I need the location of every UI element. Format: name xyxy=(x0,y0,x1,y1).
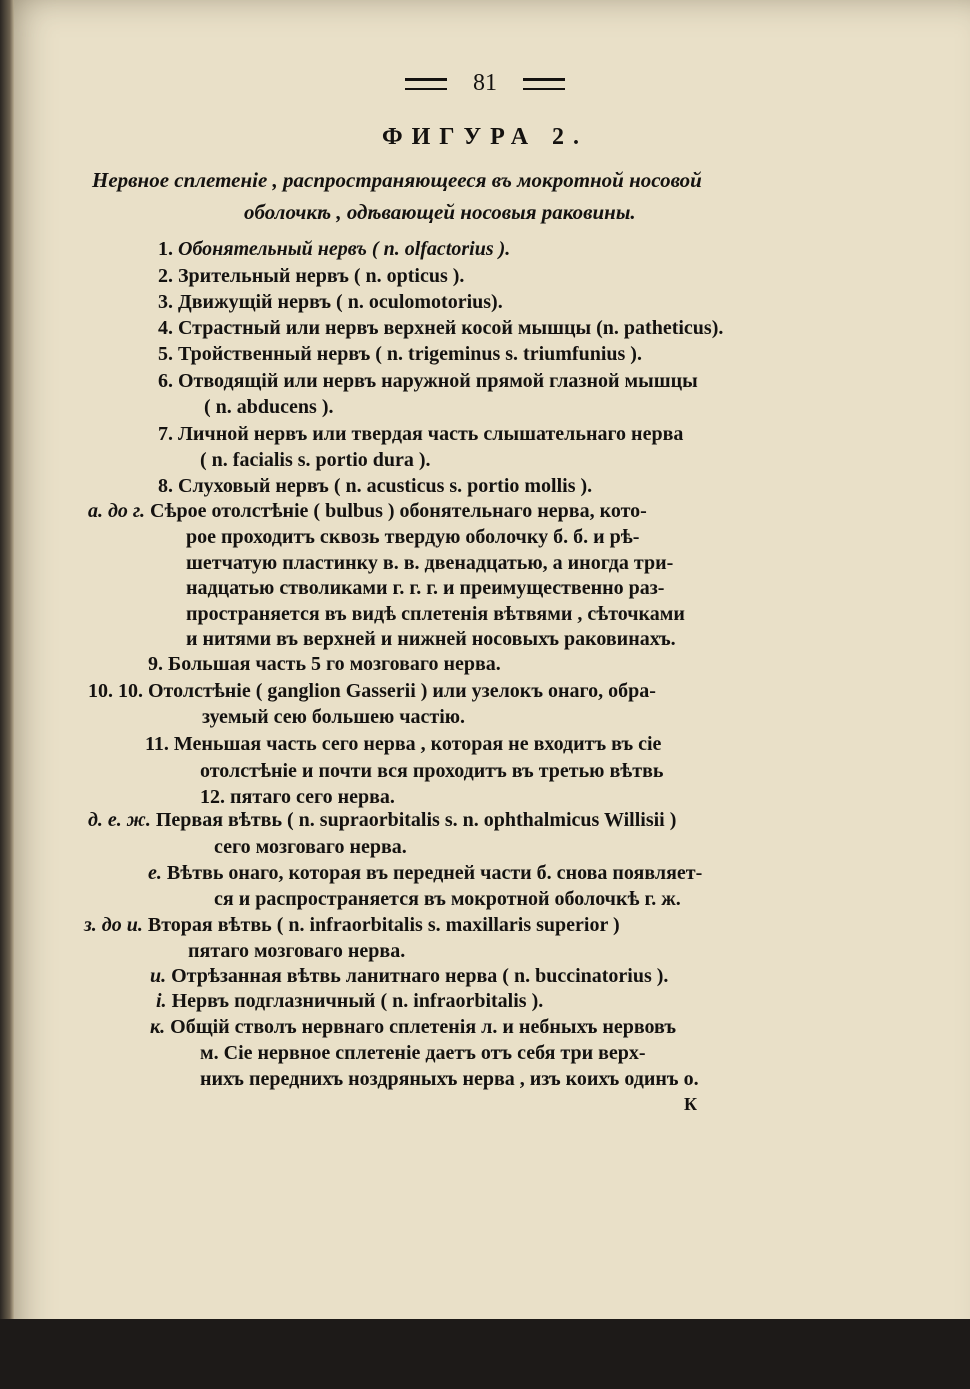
entry-11 xyxy=(145,733,661,756)
entry-i xyxy=(150,965,668,988)
entry-text: Сѣрое отолстѣніе ( bulbus ) обонятельнаго нерва, кото- xyxy=(150,500,647,522)
entry-a-g-cont-3: надцатью стволиками г. г. г. и преимущественно раз- xyxy=(186,577,665,599)
entry-a-g xyxy=(88,500,647,523)
entry-label: 10. 10. xyxy=(88,680,143,702)
header-rule-right xyxy=(523,78,565,90)
entry-label: 11. xyxy=(145,733,169,755)
entry-a-g-cont-5: и нитями въ верхней и нижней носовыхъ раковинахъ. xyxy=(186,628,676,650)
entry-10-cont: зуемый сею большею частію. xyxy=(202,706,466,728)
entry-11-cont-2: 12. пятаго сего нерва. xyxy=(200,786,395,808)
caption-line-1: Нервное сплетеніе , распространяющееся въ мокротной носовой xyxy=(92,168,702,192)
page-header xyxy=(0,70,970,97)
figure-title: ФИГУРА 2. xyxy=(381,124,589,150)
entry-3 xyxy=(158,291,503,314)
entry-label: з. до и. xyxy=(84,914,143,936)
entry-z-i xyxy=(84,914,620,937)
entry-d-e-zh xyxy=(88,809,676,832)
entry-text: Личной нервъ или твердая часть слышательнаго нерва xyxy=(178,423,684,445)
entry-e xyxy=(148,862,702,885)
entry-label: 8. xyxy=(158,475,173,497)
entry-text: Движущій нервъ ( n. oculomotorius). xyxy=(178,291,503,313)
entry-7 xyxy=(158,423,683,446)
entry-label: 5. xyxy=(158,343,173,365)
entry-k-cont-1: м. Сіе нервное сплетеніе даетъ отъ себя три верх- xyxy=(200,1042,646,1064)
entry-6 xyxy=(158,370,698,393)
page-number: 81 xyxy=(473,70,497,96)
entry-text: Обонятельный нервъ ( n. olfactorius ). xyxy=(178,238,511,260)
entry-text: Нервъ подглазничный ( n. infraorbitalis ). xyxy=(171,990,544,1012)
entry-label: 2. xyxy=(158,265,173,287)
entry-text: Отолстѣніе ( ganglion Gasserii ) или узелокъ онаго, обра- xyxy=(148,680,656,702)
entry-2 xyxy=(158,265,464,288)
entry-text: Слуховый нервъ ( n. acusticus s. portio mollis ). xyxy=(178,475,593,497)
entry-text: Вторая вѣтвь ( n. infraorbitalis s. maxillaris superior ) xyxy=(147,914,620,936)
entry-text: Отрѣзанная вѣтвь ланитнаго нерва ( n. buccinatorius ). xyxy=(171,965,669,987)
entry-a-g-cont-4: пространяется въ видѣ сплетенія вѣтвями , сѣточками xyxy=(186,603,685,625)
header-rule-left xyxy=(405,78,447,90)
entry-d-e-zh-cont: сего мозговаго нерва. xyxy=(214,836,407,858)
entry-label: і. xyxy=(156,990,167,1012)
entry-10 xyxy=(88,680,656,703)
entry-i-dot xyxy=(156,990,543,1013)
entry-6-cont: ( n. abducens ). xyxy=(204,396,334,418)
caption-line-2: оболочкѣ , одѣвающей носовыя раковины. xyxy=(244,200,636,224)
entry-label: д. е. ж. xyxy=(88,809,151,831)
entry-label: е. xyxy=(148,862,162,884)
entry-label: 6. xyxy=(158,370,173,392)
entry-label: 9. xyxy=(148,653,163,675)
entry-1 xyxy=(158,238,510,261)
entry-label: 7. xyxy=(158,423,173,445)
entry-text: Вѣтвь онаго, которая въ передней части б. снова появляет- xyxy=(166,862,703,884)
entry-z-i-cont: пятаго мозговаго нерва. xyxy=(188,940,406,962)
entry-9 xyxy=(148,653,501,676)
entry-k-cont-2: нихъ переднихъ ноздряныхъ нерва , изъ коихъ одинъ о. xyxy=(200,1068,699,1090)
entry-label: 4. xyxy=(158,317,173,339)
entry-text: Общій стволъ нервнаго сплетенія л. и небныхъ нервовъ xyxy=(170,1016,677,1038)
entry-5 xyxy=(158,343,642,366)
entry-text: Отводящій или нервъ наружной прямой глазной мышцы xyxy=(178,370,698,392)
scan-bottom-edge xyxy=(0,1319,970,1389)
entry-label: к. xyxy=(150,1016,166,1038)
signature-mark: К xyxy=(684,1094,698,1114)
entry-7-cont: ( n. facialis s. portio dura ). xyxy=(200,449,431,471)
entry-text: Меньшая часть сего нерва , которая не входитъ въ сіе xyxy=(173,733,662,755)
entry-text: Первая вѣтвь ( n. supraorbitalis s. n. ophthalmicus Willisii ) xyxy=(155,809,677,831)
entry-label: 3. xyxy=(158,291,173,313)
entry-text: Зрительный нервъ ( n. opticus ). xyxy=(178,265,465,287)
book-spine xyxy=(0,0,14,1389)
entry-k xyxy=(150,1016,676,1039)
entry-8 xyxy=(158,475,592,498)
entry-label: 1. xyxy=(158,238,173,260)
entry-4 xyxy=(158,317,723,340)
entry-text: Тройственный нервъ ( n. trigeminus s. triumfunius ). xyxy=(178,343,642,365)
entry-11-cont-1: отолстѣніе и почти вся проходитъ въ третью вѣтвь xyxy=(200,760,664,782)
entry-e-cont: ся и распространяется въ мокротной оболочкѣ г. ж. xyxy=(214,888,681,910)
entry-label: а. до г. xyxy=(88,500,146,522)
entry-label: и. xyxy=(150,965,167,987)
entry-a-g-cont-2: шетчатую пластинку в. в. двенадцатью, а иногда три- xyxy=(186,552,674,574)
entry-text: Страстный или нервъ верхней косой мышцы (n. patheticus). xyxy=(178,317,724,339)
entry-text: Большая часть 5 го мозговаго нерва. xyxy=(168,653,501,675)
entry-a-g-cont-1: рое проходитъ сквозь твердую оболочку б. б. и рѣ- xyxy=(186,526,640,548)
